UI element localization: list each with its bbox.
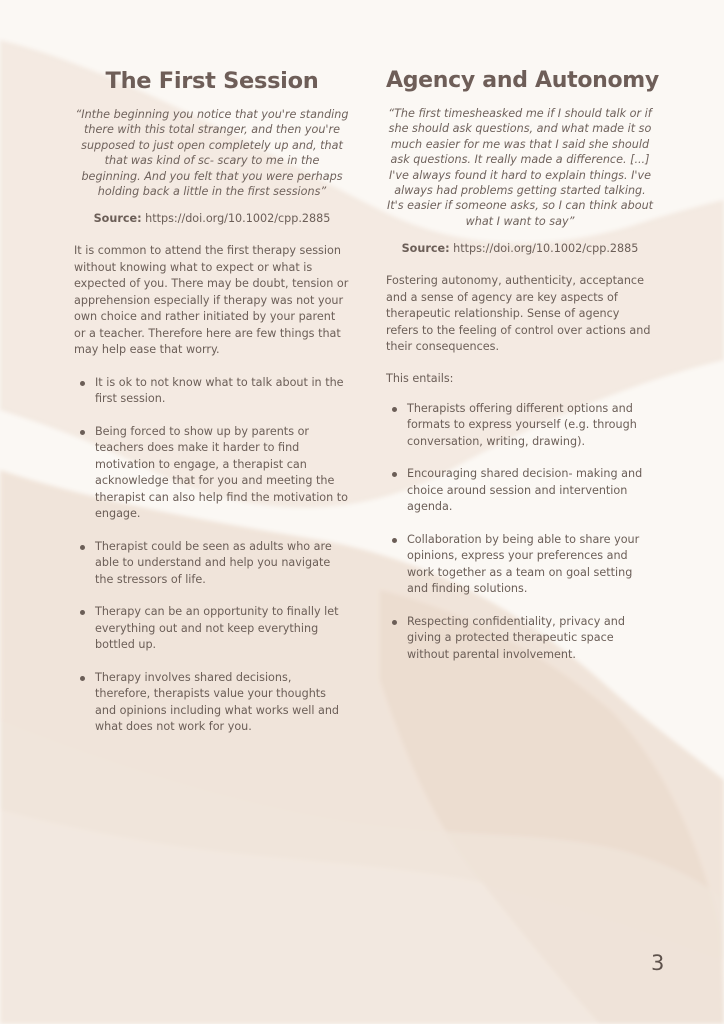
first-session-heading: The First Session [105,68,319,94]
agency-autonomy-column [386,68,659,679]
list-item: Therapy involves shared decisions, therefore, therapists value your thoughts and opinions including what works well and what does not work for you. [74,670,350,736]
agency-autonomy-bullets [386,401,654,664]
agency-autonomy-intro: Fostering autonomy, authenticity, acceptance and a sense of agency are key aspects of therapeutic relationship. Sense of agency refers to the feeling of control over actions and their consequences. [386,274,651,354]
bullet-icon [80,430,85,435]
source-label: Source: [401,242,450,256]
bullet-icon [392,472,397,477]
list-item: Being forced to show up by parents or teachers does make it harder to find motivation to engage, a therapist can acknowledge that for you and meeting the therapist can also help find the motivation to engage. [74,424,350,523]
first-session-quote: “Inthe beginning you notice that you're standing there with this total stranger, and then you're supposed to just open completely up and, that that was kind of sc- scary to me in the beginning. And you felt that you were perhaps holding back a little in the first sessions” [75,108,349,199]
entails-label: This entails: [386,371,454,385]
bullet-icon [392,538,397,543]
bullet-icon [80,545,85,550]
bullet-icon [392,407,397,412]
page-number: 3 [651,951,665,975]
source-label: Source: [93,212,142,226]
source-link[interactable]: https://doi.org/10.1002/cpp.2885 [145,212,331,226]
list-item: Therapists offering different options and formats to express yourself (e.g. through conversation, writing, drawing). [386,401,654,451]
first-session-intro: It is common to attend the first therapy session without knowing what to expect or what is expected of you. There may be doubt, tension or apprehension especially if therapy was not your own choice and rather initiated by your parent or a teacher. Therefore here are few things that may help ease that worry. [74,244,349,357]
bullet-icon [80,676,85,681]
list-item: Collaboration by being able to share your opinions, express your preferences and work together as a team on goal setting and finding solutions. [386,532,654,598]
list-item: Therapy can be an opportunity to finally let everything out and not keep everything bottled up. [74,604,350,654]
source-link[interactable]: https://doi.org/10.1002/cpp.2885 [453,242,639,256]
agency-autonomy-quote: “The first timesheasked me if I should talk or if she should ask questions, and what made it so much easier for me was that I said she should ask questions. It really made a difference. [...] I've always found it hard to explain things. I've always had problems getting started talking. It's easier if someone asks, so I can think about what I want to say” [386,107,654,228]
list-item: Respecting confidentiality, privacy and giving a protected therapeutic space without parental involvement. [386,614,654,664]
agency-autonomy-heading: Agency and Autonomy [386,68,659,93]
bullet-icon [80,610,85,615]
agency-autonomy-source [386,242,654,255]
list-item: Therapist could be seen as adults who are able to understand and help you navigate the stressors of life. [74,539,350,589]
bullet-icon [80,381,85,386]
bullet-icon [392,620,397,625]
first-session-source [74,212,350,225]
list-item: Encouraging shared decision- making and choice around session and intervention agenda. [386,466,654,516]
first-session-bullets [74,375,350,736]
first-session-column [74,68,350,752]
list-item: It is ok to not know what to talk about in the first session. [74,375,350,408]
